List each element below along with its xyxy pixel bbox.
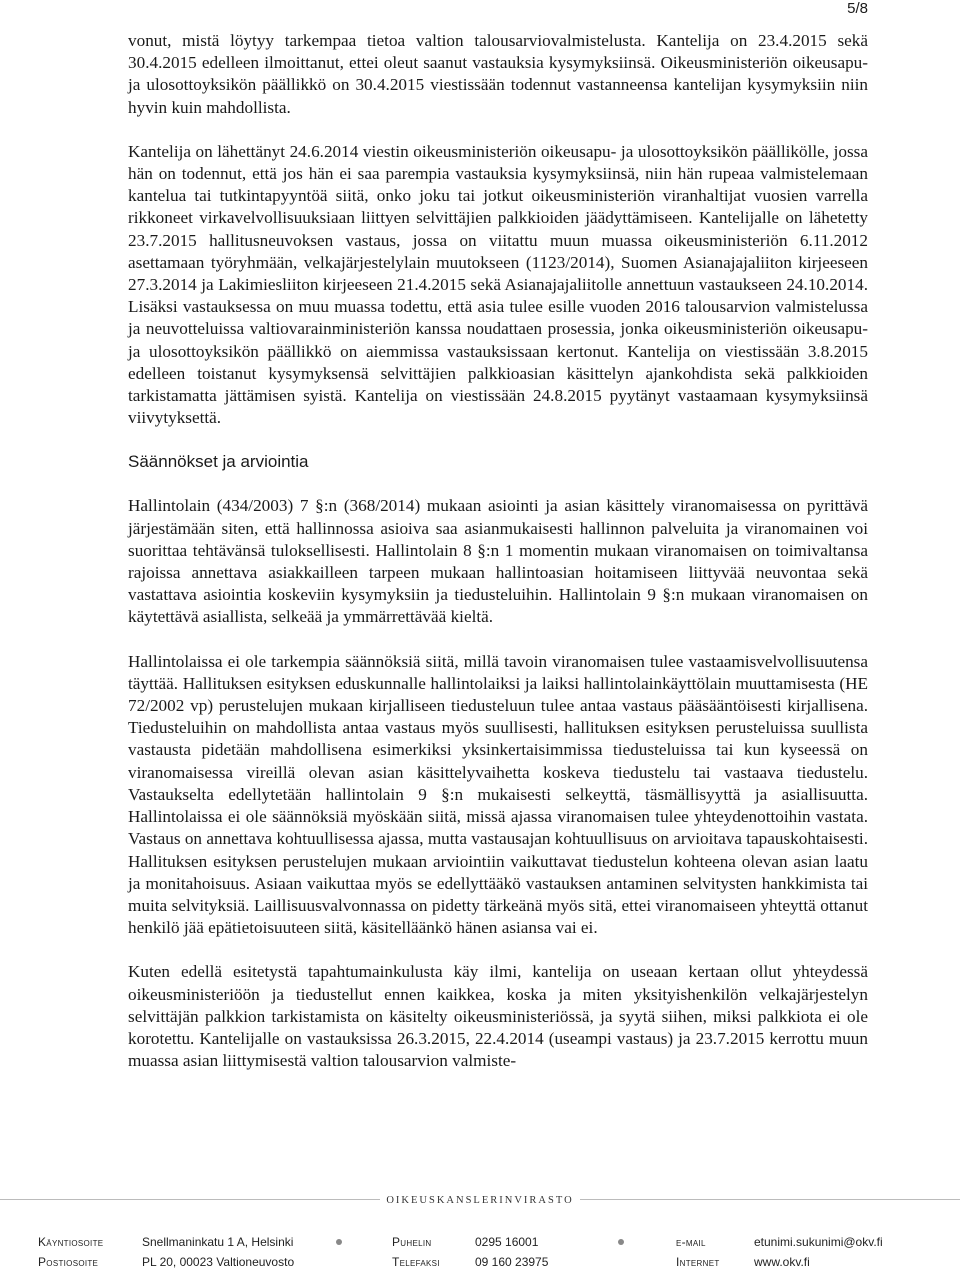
- email-label: e-mail: [676, 1235, 706, 1249]
- phone-label: Puhelin: [392, 1235, 432, 1249]
- visit-address-value: Snellmaninkatu 1 A, Helsinki: [142, 1235, 294, 1249]
- footer-row-1: [38, 1232, 918, 1252]
- fax-label: Telefaksi: [392, 1255, 440, 1269]
- separator-dot-icon: [618, 1239, 624, 1245]
- post-address-label: Postiosoite: [38, 1255, 99, 1269]
- separator-dot-icon: [336, 1239, 342, 1245]
- agency-logo: [380, 1190, 580, 1208]
- footer-row-2: [38, 1252, 918, 1272]
- internet-value: www.okv.fi: [754, 1255, 810, 1269]
- fax-value: 09 160 23975: [475, 1255, 549, 1269]
- document-body: [128, 30, 868, 1072]
- paragraph-4: Hallintolaissa ei ole tarkempia säännöksiä siitä, millä tavoin viranomaisen tulee vastaamisvelvollisuutensa täyttää. Hallituksen esityksen eduskunnalle hallintolaiksi ja laiksi hallintolainkäyttölain muuttamisesta (HE 72/2002 vp) perustelujen mukaan kirjalliseen tiedusteluun tulee antaa vastaus pääsääntöisesti kirjallisena. Tiedusteluihin on mahdollista antaa vastaus myös suullisesti, hallituksen esityksen perusteluissa suullista vastausta pidetään mahdollisena esimerkiksi yksinkertaisimmissa tiedusteluissa tai kun kyseessä on viranomaisessa vireillä olevan asian käsittelyvaihetta koskeva tiedustelu tai vastaava tiedustelu. Vastaukselta edellytetään hallintolain 9 §:n mukaisesti selkeyttä, täsmällisyyttä ja asiallisuutta. Hallintolaissa ei ole säännöksiä myöskään siitä, missä ajassa viranomaisen tulee yhteydenottoihin vastata. Vastaus on annettava kohtuullisessa ajassa, mutta vastausajan kohtuullisuus on arvioitava tapauskohtaisesti. Hallituksen esityksen perustelujen mukaan arviointiin vaikuttavat tiedustelun kohteena olevan asian laatu ja monitahoisuus. Asiaan vaikuttaa myös se edellyttääkö vastauksen antaminen selvitysten hankkimista tai muita selvityksiä. Laillisuusvalvonnassa on pidetty tärkeänä myös sitä, ettei viranomaiseen yhteyttä ottanut henkilö jää epätietoisuuteen siitä, käsitelläänkö hänen asiansa vai ei.: [128, 651, 868, 938]
- paragraph-3: Hallintolain (434/2003) 7 §:n (368/2014) mukaan asiointi ja asian käsittely viranomaisessa on pyrittävä järjestämään siten, että hallinnossa asioiva saa asianmukaisesti hallinnon palveluita ja viranomainen voi suorittaa tehtävänsä tuloksellisesti. Hallintolain 8 §:n 1 momentin mukaan viranomaisen on toimivaltansa rajoissa annettava asiakkailleen tarpeen mukaan hallintoasian hoitamiseen liittyvää neuvontaa sekä vastattava asiointia koskeviin kysymyksiin ja tiedusteluihin. Hallintolain 9 §:n mukaan viranomaisen on käytettävä asiallista, selkeää ja ymmärrettävää kieltä.: [128, 496, 868, 627]
- paragraph-5: Kuten edellä esitetystä tapahtumainkulusta käy ilmi, kantelija on useaan kertaan ollut yhteydessä oikeusministeriöön ja tiedustellut ennen kaikkea, koska ja miten yksityishenkilön velkajärjestelyn selvittäjän palkkion tarkistamista on käsitelty oikeusministeriössä, ja syytä siihen, miksi palkkiota ei ole korotettu. Kantelijalle on vastauksissa 26.3.2015, 22.4.2014 (useampi vastaus) ja 23.7.2015 kerrottu muun muassa asian liittymisestä valtion talousarvion valmiste-: [128, 962, 868, 1071]
- paragraph-2: Kantelija on lähettänyt 24.6.2014 viestin oikeusministeriön oikeusapu- ja ulosottoyksikön päällikölle, jossa hän on todennut, että jos hän ei saa parempia vastauksia kysymyksiinsä, niin hän rupeaa valmistelemaan kantelua tai tutkintapyyntöä siitä, onko joku tai jotkut oikeusministeriön viranhaltijat vuosien varrella rikkoneet virkavelvollisuuksiaan liittyen selvittäjien palkkioiden jäädyttämiseen. Kantelijalle on lähetetty 23.7.2015 hallitusneuvoksen vastaus, jossa on viitattu muun muassa oikeusministeriön 6.11.2012 asettamaan työryhmään, velkajärjestelylain muutokseen (1123/2014), Suomen Asianajajaliiton kirjeeseen 27.3.2014 ja Lakimiesliiton kirjeeseen 21.4.2015 sekä Asianajajaliitolle annettuun vastaukseen 24.10.2014. Lisäksi vastauksessa on muu muassa todettu, että asia tulee esille vuoden 2016 talousarvion valmistelussa ja neuvotteluissa valtiovarainministeriön kanssa noudattaen prosessia, jonka oikeusministeriön oikeusapu- ja ulosottoyksikön päällikkö on aiemmissa vastauksissaan kertonut. Kantelija on viestissään 3.8.2015 edelleen toistanut kysymyksensä selvittäjien palkkioasian käsittelyn ajankohdista sekä palkkioiden tarkistamatta jättämisen syistä. Kantelija on viestissään 24.8.2015 pyytänyt vastaamaan kysymyksiinsä viivytyksettä.: [128, 141, 868, 428]
- phone-value: 0295 16001: [475, 1235, 539, 1249]
- agency-logo-text: OIKEUSKANSLERINVIRASTO: [386, 1195, 574, 1206]
- paragraph-1: vonut, mistä löytyy tarkempaa tietoa valtion talousarviovalmistelusta. Kantelija on 23.4.2015 sekä 30.4.2015 edelleen ilmoittanut, ettei oleut saanut vastauksia kysymyksiinsä. Oikeusministeriön oikeusapu- ja ulosottoyksikön päällikkö on 30.4.2015 viestissään todennut vastanneensa kantelijan kysymyksiin niin hyvin kuin mahdollista.: [128, 31, 868, 117]
- page-number: 5/8: [847, 0, 868, 17]
- post-address-value: PL 20, 00023 Valtioneuvosto: [142, 1255, 295, 1269]
- section-heading: Säännökset ja arviointia: [128, 452, 309, 472]
- visit-address-label: Käyntiosoite: [38, 1235, 104, 1249]
- email-value: etunimi.sukunimi@okv.fi: [754, 1235, 883, 1249]
- footer-contact: [38, 1232, 918, 1272]
- internet-label: Internet: [676, 1255, 720, 1269]
